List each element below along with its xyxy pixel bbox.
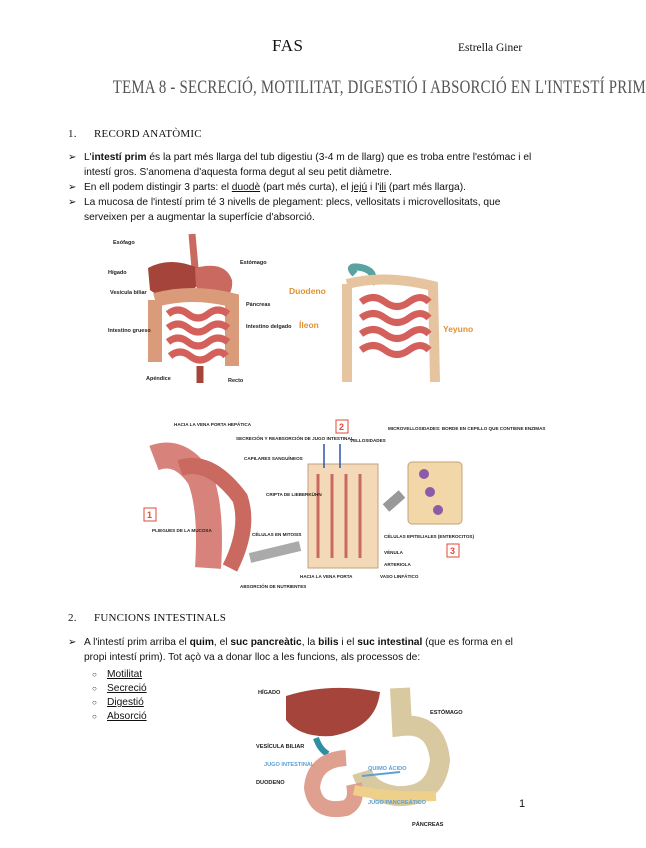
section-2-number: 2. <box>68 612 77 624</box>
section-2-title: FUNCIONS INTESTINALS <box>94 612 227 624</box>
header-author: Estrella Giner <box>458 42 523 54</box>
figure-digestive-tract <box>100 228 290 388</box>
label-celulas-mitosis: CÉLULAS EN MITOSIS <box>252 532 302 537</box>
arrow-bullet-icon: ➢ <box>68 152 77 163</box>
label-vellosidades: VELLOSIDADES <box>350 438 386 443</box>
arrow-bullet-icon: ➢ <box>68 197 77 208</box>
label-yeyuno: Yeyuno <box>443 324 474 334</box>
label-estomago: ESTÓMAGO <box>430 710 463 716</box>
list-item: ○ Motilitat <box>92 669 143 680</box>
label-arteriola: ARTERIOLA <box>384 562 411 567</box>
label-recto: Recto <box>228 378 244 384</box>
label-porta-hepatica: HACIA LA VENA PORTA HEPÁTICA <box>174 422 252 427</box>
section-1-number: 1. <box>68 128 77 140</box>
label-microvell: MICROVELLOSIDADES: BORDE EN CEPILLO QUE CONTIENE ENZIMAS <box>388 426 546 431</box>
figure-duodenum-secretions <box>250 680 485 830</box>
page-title: TEMA 8 - SECRECIÓ, MOTILITAT, DIGESTIÓ I ABSORCIÓ EN L'INTESTÍ PRIM <box>112 77 646 98</box>
page-number: 1 <box>519 798 526 810</box>
label-venula: VÉNULA <box>384 550 403 555</box>
bullet-1: ➢ L'intestí prim és la part més llarga del tub digestiu (3-4 m de llarg) que es troba entre l'estómac i el intestí gros. S'anomena d'aquesta forma degut al seu petit diàmetre. <box>68 152 532 178</box>
enterocytes-block <box>408 462 462 524</box>
jejunum-ileum-shape <box>361 298 429 355</box>
label-higado: Hígado <box>108 270 127 276</box>
label-vesicula: VESÍCULA BILIAR <box>256 744 305 750</box>
figure-mucosa-structure <box>140 418 546 593</box>
label-vena-porta: HACIA LA VENA PORTA <box>300 574 353 579</box>
label-apendice: Apéndice <box>146 376 171 382</box>
label-absorcion: ABSORCIÓN DE NUTRIENTES <box>240 584 307 589</box>
circle-bullet-icon: ○ <box>92 698 97 707</box>
figure-small-intestine-parts <box>285 262 485 390</box>
duodenum-shape <box>312 758 355 809</box>
section-2-heading <box>68 612 226 624</box>
label-quimo: QUIMO ÁCIDO <box>368 766 407 772</box>
liver-shape <box>286 688 380 736</box>
label-delgado: Intestino delgado <box>246 324 292 330</box>
label-higado: HÍGADO <box>258 690 281 696</box>
label-secrecion: SECRECIÓN Y REABSORCIÓN DE JUGO INTESTINAL <box>236 436 354 441</box>
circle-bullet-icon: ○ <box>92 712 97 721</box>
number-1: 1 <box>147 510 153 520</box>
label-duodeno: DUODENO <box>256 780 285 786</box>
number-3: 3 <box>450 546 456 556</box>
label-vesicula: Vesícula biliar <box>110 290 147 296</box>
label-grueso: Intestino grueso <box>108 328 151 334</box>
label-ileon: Íleon <box>299 320 319 330</box>
circle-bullet-icon: ○ <box>92 670 97 679</box>
arrow-bullet-icon: ➢ <box>68 637 77 648</box>
circle-bullet-icon: ○ <box>92 684 97 693</box>
esophagus-shape <box>192 234 195 268</box>
bullet-section-2: ➢ A l'intestí prim arriba el quim, el suc pancreàtic, la bilis i el suc intestinal (que es forma en el propi intestí prim). Tot açò va a donar lloc a les funcions, als processos de: <box>68 637 513 663</box>
label-duodeno: Duodeno <box>289 286 326 296</box>
number-2: 2 <box>339 422 345 432</box>
bullet-2: ➢ En ell podem distingir 3 parts: el duodè (part més curta), el jejú i l'ili (part més llarga). <box>68 181 538 196</box>
label-cripta: CRIPTA DE LIEBERKÜHN <box>266 492 322 497</box>
section-1-title: RECORD ANATÒMIC <box>94 128 202 140</box>
label-pancreas: PÁNCREAS <box>412 822 444 828</box>
label-jugo-intestinal: JUGO INTESTINAL <box>264 762 315 768</box>
label-pancreas: Páncreas <box>246 302 271 308</box>
bullet-3: ➢ La mucosa de l'intestí prim té 3 nivells de plegament: plecs, vellositats i microvellositats, que serveixen per a augmentar la superfície d'absorció. <box>68 197 501 223</box>
header-subject: FAS <box>272 36 304 55</box>
section-1-heading <box>68 128 202 140</box>
label-capilares: CAPILARES SANGUÍNEOS <box>244 456 303 461</box>
label-pliegues: PLIEGUES DE LA MUCOSA <box>152 528 212 533</box>
label-estomago: Estómago <box>240 260 267 266</box>
arrow-bullet-icon: ➢ <box>68 182 77 193</box>
function-list <box>92 668 147 724</box>
gallbladder-shape <box>316 738 328 754</box>
label-jugo-pancreatico: JUGO PANCREÁTICO <box>368 800 427 806</box>
label-celulas-epit: CÉLULAS EPITELIALES (ENTEROCITOS) <box>384 534 475 539</box>
list-item: ○ Secreció <box>92 683 147 694</box>
label-esofago: Esófago <box>113 240 135 246</box>
list-item: ○ Absorció <box>92 711 147 722</box>
list-item: ○ Digestió <box>92 697 144 708</box>
label-vaso: VASO LINFÁTICO <box>380 574 419 579</box>
